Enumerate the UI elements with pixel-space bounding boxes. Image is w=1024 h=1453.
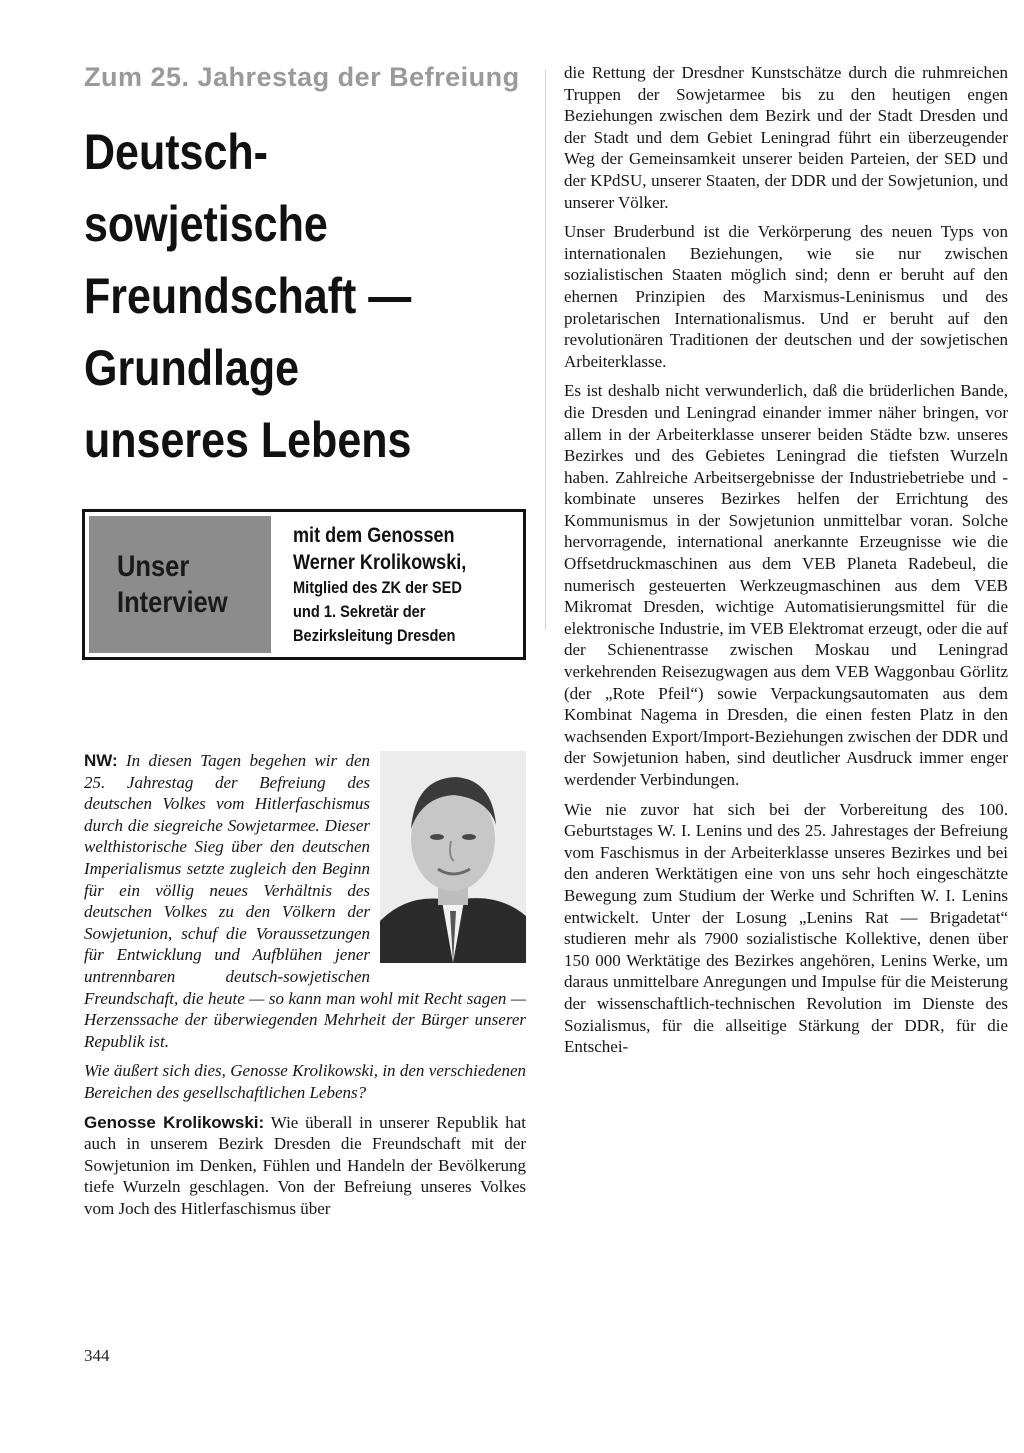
interview-label — [89, 516, 271, 653]
interview-label-line: Interview — [117, 585, 228, 619]
photo-wrap-spacer — [370, 750, 526, 972]
interview-box — [82, 509, 526, 660]
headline-line: Freundschaft — — [84, 268, 412, 324]
paragraph: die Rettung der Dresdner Kunstschätze durch die ruhmreichen Truppen der Sowjetarmee bis zu den heutigen engen Beziehungen zwischen dem Bezirk und der Stadt Dresden und der Stadt und dem Gebiet Leningrad führt ein überzeugender Weg der Gemeinsamkeit unserer beiden Parteien, der SED und der KPdSU, unserer Staaten, der DDR und der Sowjetunion, und unserer Völker. — [564, 63, 1008, 212]
interviewee-info — [271, 512, 523, 657]
interviewee-name: Werner Krolikowski, — [293, 551, 467, 574]
answer-start — [84, 1112, 526, 1220]
right-column — [564, 62, 1008, 1066]
left-column — [84, 750, 526, 1219]
question-prefix: NW: — [84, 751, 118, 770]
paragraph: Unser Bruderbund ist die Verkörperung des neuen Typs von internationalen Beziehungen, wie sie nur zwischen sozialistischen Staaten möglich sind; denn er beruht auf den ehernen Prinzipien des Marxismus-Leninismus und des proletarischen Internationalismus. Und er beruht auf den revolutionären Traditionen der deutschen und der sowjetischen Arbeiterklasse. — [564, 222, 1008, 371]
question-1-text: In diesen Tagen begehen wir den 25. Jahrestag der Befreiung des deutschen Volkes vom Hitlerfaschismus durch die siegreiche Sowjetarmee. Dieser welthistorische Sieg über den deutschen Imperialismus setzte zugleich den Beginn für ein völlig neues Verhältnis des deutschen Volkes zu den Völkern der Sowjetunion, schuf die Voraussetzungen für Entwicklung und Aufblühen jener untrennbaren deutsch-sowjetischen Freundschaft, die heute — so kann man wohl mit Recht sagen — Herzenssache der überwiegenden Mehrheit der Bürger unserer Republik ist. — [84, 751, 526, 1051]
headline — [84, 116, 554, 476]
interviewee-line: Bezirksleitung Dresden — [293, 626, 456, 645]
interviewee-line: Mitglied des ZK der SED — [293, 578, 462, 597]
interview-label-line: Unser — [117, 549, 190, 583]
paragraph: Es ist deshalb nicht verwunderlich, daß die brüderlichen Bande, die Dresden und Leningrad einander immer näher bringen, vor allem in der Arbeiterklasse unserer beiden Städte bzw. unseres Bezirkes und des Gebietes Leningrad die tiefsten Wurzeln haben. Zahlreiche Arbeitsergebnisse der Industriebetriebe und -kombinate unseres Bezirkes helfen der Errichtung des Kommunismus in der Sowjetunion unmittelbar voran. Solche hervorragende, international anerkannte Erzeugnisse wie die Offsetdruckmaschinen aus dem VEB Planeta Radebeul, die numerisch gesteuerten Werkzeugmaschinen aus dem VEB Mikromat Dresden, wichtige Automatisierungsmittel für die elektronische Industrie, im VEB Elektromat erzeugt, oder die auf der Schienentrasse zwischen Moskau und Leningrad verkehrenden Reisezugwagen aus dem VEB Waggonbau Görlitz (der „Rote Pfeil“) sowie Verpackungsautomaten aus dem Kombinat Nagema in Dresden, die einen festen Platz in den wachsenden Export/Import-Beziehungen zwischen der DDR und der Sowjetunion haben, sind deutlicher Ausdruck immer enger werdender Verbindungen. — [564, 381, 1008, 789]
headline-line: sowjetische — [84, 196, 328, 252]
paragraph: Wie nie zuvor hat sich bei der Vorbereitung des 100. Geburtstages W. I. Lenins und des 25. Jahrestages der Befreiung vom Faschismus in der Arbeiterklasse unseres Bezirkes und bei den anderen Werktätigen eine von uns sehr hoch eingeschätzte Bewegung zum Studium der Werke und Schriften W. I. Lenins entwickelt. Unter der Losung „Lenins Rat — Brigadetat“ studieren mehr als 7900 sozialistische Kollektive, denen über 150 000 Werktätige des Bezirkes angehören, Lenins Werke, um daraus unmittelbare Anregungen und Impulse für die Meisterung der wissenschaftlich-technischen Revolution im Dienste des Sozialismus, für die allseitige Stärkung der DDR, für die Entschei- — [564, 799, 1008, 1057]
headline-line: Grundlage — [84, 340, 300, 396]
headline-line: unseres Lebens — [84, 412, 412, 468]
interviewee-line: mit dem Genossen — [293, 524, 455, 547]
headline-line: Deutsch- — [84, 124, 268, 180]
answer-prefix: Genosse Krolikowski: — [84, 1112, 265, 1132]
kicker-anniversary: Zum 25. Jahrestag der Befreiung — [84, 62, 520, 92]
page-number: 344 — [84, 1346, 110, 1365]
interviewee-line: und 1. Sekretär der — [293, 602, 426, 621]
column-divider — [545, 70, 546, 630]
question-2: Wie äußert sich dies, Genosse Krolikowski, in den verschiedenen Bereichen des gesellschaftlichen Lebens? — [84, 1061, 526, 1102]
answer-text: Wie überall in unserer Republik hat auch in unserem Bezirk Dresden die Freundschaft mit der Sowjetunion im Denken, Fühlen und Handeln der Bevölkerung tiefe Wurzeln geschlagen. Von der Befreiung unseres Volkes vom Joch des Hitlerfaschismus über — [84, 1112, 526, 1218]
